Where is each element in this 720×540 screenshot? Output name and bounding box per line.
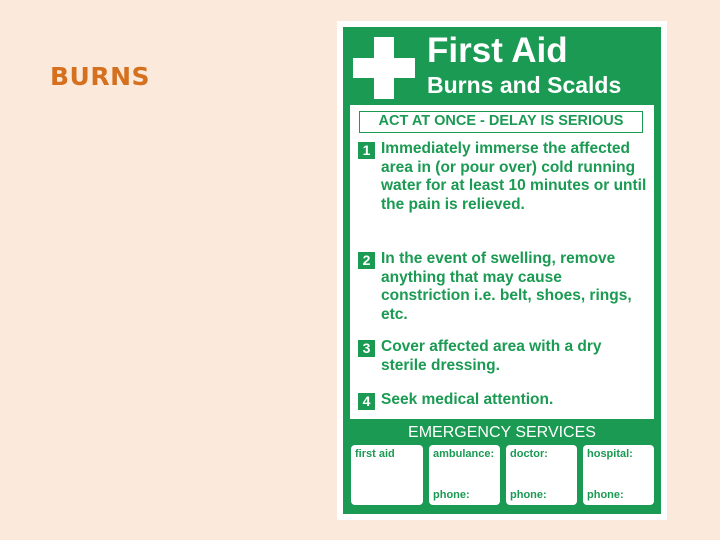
phone-label: phone: (510, 489, 547, 501)
service-doctor (506, 445, 577, 505)
service-label: ambulance: (433, 448, 495, 460)
step-text: Cover affected area with a dry sterile dressing. (381, 338, 602, 374)
sign-subtitle: Burns and Scalds (427, 72, 622, 98)
service-label: doctor: (510, 448, 548, 460)
sign-title: First Aid (427, 31, 568, 70)
emergency-services-title: EMERGENCY SERVICES (408, 424, 596, 441)
first-aid-sign (337, 21, 667, 520)
service-hospital (583, 445, 654, 505)
instructions-panel (350, 105, 654, 419)
service-ambulance (429, 445, 500, 505)
step-number: 3 (358, 340, 375, 357)
service-label: first aid (355, 448, 395, 460)
service-label: hospital: (587, 448, 633, 460)
warning-banner: ACT AT ONCE - DELAY IS SERIOUS (359, 111, 643, 133)
first-aid-cross-icon (353, 37, 415, 99)
phone-label: phone: (433, 489, 470, 501)
step-number: 4 (358, 393, 375, 410)
step-number: 1 (358, 142, 375, 159)
service-first-aid (351, 445, 423, 505)
step-text: In the event of swelling, remove anything that may cause constriction i.e. belt, shoes, rings, etc. (381, 250, 632, 323)
sign-green-body (343, 27, 661, 514)
phone-label: phone: (587, 489, 624, 501)
step-text: Immediately immerse the affected area in (or pour over) cold running water for at least 10 minutes or until the pain is relieved. (381, 140, 647, 213)
slide-title: BURNS (50, 62, 151, 91)
step-text: Seek medical attention. (381, 391, 554, 408)
step-number: 2 (358, 252, 375, 269)
